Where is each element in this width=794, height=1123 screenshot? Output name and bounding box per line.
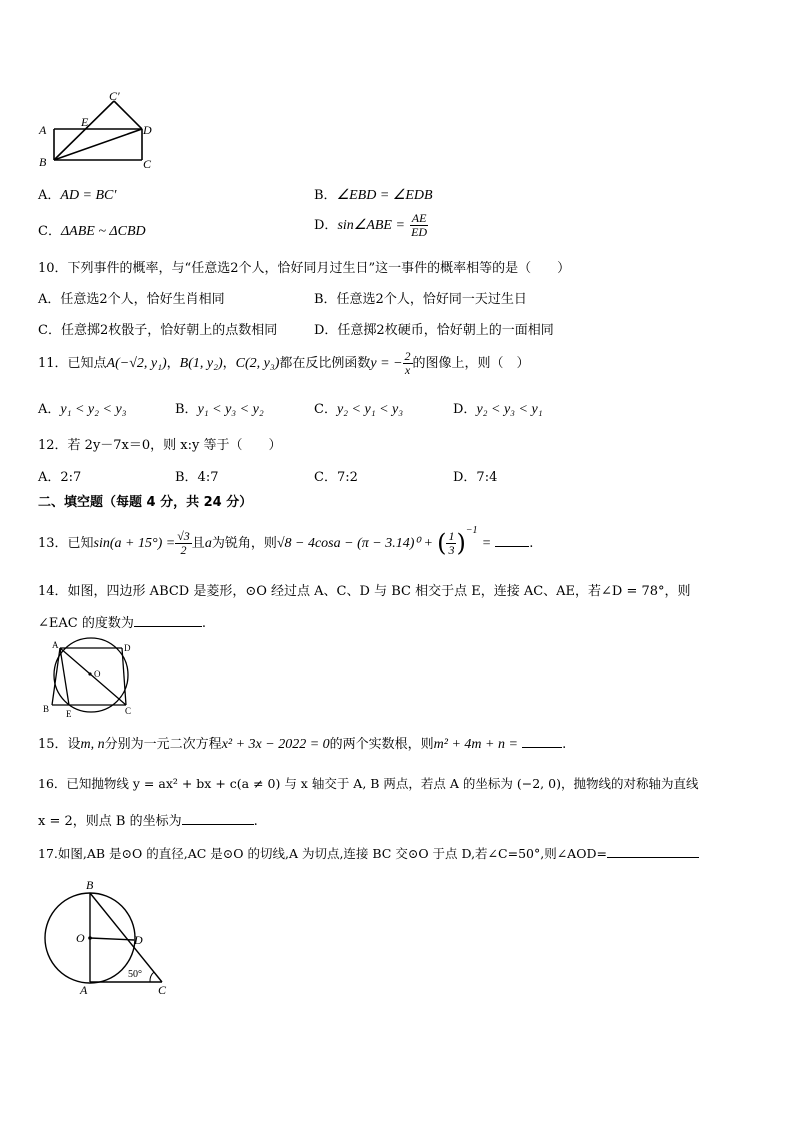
q16-answer-blank[interactable] bbox=[182, 812, 254, 825]
q9-label-a: A bbox=[39, 123, 47, 137]
section-title: 二、填空题（每题 4 分，共 24 分） bbox=[38, 495, 253, 510]
q9-label-e: E bbox=[81, 115, 89, 129]
q17-stem: 17.如图,AB 是⊙O 的直径,AC 是⊙O 的切线,A 为切点,连接 BC 交⊙O 于点 D,若∠C=50°,则∠AOD= bbox=[38, 845, 699, 861]
q10-option-d[interactable]: D．任意掷2枚硬币，恰好朝上的一面相同 bbox=[314, 323, 554, 338]
q12-option-c[interactable]: C．7:2 bbox=[314, 470, 358, 485]
q13-third-fraction: $\frac{1}{3}$ bbox=[448, 528, 455, 557]
q13-answer-blank[interactable] bbox=[495, 534, 529, 547]
q17-figure bbox=[44, 878, 174, 998]
q12-option-d[interactable]: D．7:4 bbox=[453, 470, 498, 485]
q9-figure bbox=[34, 88, 164, 178]
q14-line1: 14．如图，四边形 ABCD 是菱形，⊙O 经过点 A、C、D 与 BC 相交于点 E，连接 AC、AE，若∠D = 78°，则 bbox=[38, 584, 691, 599]
q9-option-b[interactable]: B．∠EBD = ∠EDB bbox=[314, 188, 433, 203]
q14-label-c: C bbox=[125, 706, 132, 716]
q17-answer-blank[interactable] bbox=[607, 845, 699, 858]
q9-option-c[interactable]: C．ΔABE ~ ΔCBD bbox=[38, 224, 146, 239]
q14-line2: ∠EAC 的度数为 . bbox=[38, 616, 206, 631]
q12-option-a[interactable]: A．2:7 bbox=[38, 470, 82, 485]
q10-option-a[interactable]: A．任意选2个人，恰好生肖相同 bbox=[38, 292, 225, 307]
q17-label-d: D bbox=[134, 933, 143, 947]
q11-option-b[interactable]: B．y₁ < y₃ < y₂ bbox=[175, 402, 264, 417]
q11-option-a[interactable]: A．y₁ < y₂ < y₃ bbox=[38, 402, 127, 417]
q12-stem: 12．若 2y－7x＝0，则 x:y 等于（ ） bbox=[38, 438, 282, 453]
q9-option-a[interactable]: A．AD = BC′ bbox=[38, 188, 117, 203]
q11-option-d[interactable]: D．y₂ < y₃ < y₁ bbox=[453, 402, 543, 417]
q14-label-d: D bbox=[124, 643, 131, 653]
q11-option-c[interactable]: C．y₂ < y₁ < y₃ bbox=[314, 402, 404, 417]
q16-line2: x = 2，则点 B 的坐标为 . bbox=[38, 814, 258, 829]
q17-angle-label: 50° bbox=[128, 969, 142, 980]
q15-answer-blank[interactable] bbox=[522, 735, 562, 748]
q10-stem: 10．下列事件的概率，与“任意选2个人，恰好同月过生日”这一事件的概率相等的是（ ） bbox=[38, 261, 571, 276]
q9-label-d: D bbox=[143, 123, 152, 137]
q9-d-fraction: $\frac{AE}{ED}$ bbox=[411, 211, 428, 240]
q17-label-a: A bbox=[80, 983, 88, 997]
q14-label-a: A bbox=[52, 640, 59, 650]
q16-line1: 16．已知抛物线 y = ax² + bx + c(a ≠ 0) 与 x 轴交于 A, B 两点，若点 A 的坐标为 (−2, 0)，抛物线的对称轴为直线 bbox=[38, 776, 699, 791]
q14-label-b: B bbox=[43, 704, 50, 714]
q14-label-o: O bbox=[94, 669, 101, 679]
q10-option-c[interactable]: C．任意掷2枚骰子，恰好朝上的点数相同 bbox=[38, 323, 278, 338]
q14-label-e: E bbox=[66, 709, 72, 719]
q13-sqrt3-fraction: $\frac{√3}{2}$ bbox=[177, 528, 190, 557]
q14-figure bbox=[40, 638, 140, 723]
q14-answer-blank[interactable] bbox=[134, 614, 202, 627]
q9-option-d[interactable]: D．sin∠ABE = $\frac{AE}{ED}$ bbox=[314, 211, 428, 240]
q13-stem: 13．已知sin(a + 15°) = $\frac{√3}{2}$ 且a为锐角，则√8 − 4cosa − (π − 3.14)⁰ + ( $\frac{1}{3}$ )$^{-1}$ = . bbox=[38, 525, 534, 558]
q12-option-b[interactable]: B．4:7 bbox=[175, 470, 219, 485]
q17-label-c: C bbox=[158, 983, 167, 997]
q9-label-b: B bbox=[39, 155, 47, 169]
q15-stem: 15．设m, n分别为一元二次方程x² + 3x − 2022 = 0的两个实数根，则m² + 4m + n = . bbox=[38, 737, 567, 752]
q11-stem: 11．已知点A(−√2, y₁)，B(1, y₂)，C(2, y₃)都在反比例函数y = − $\frac{2}{x}$ 的图像上，则（ ） bbox=[38, 349, 530, 378]
q9-label-cprime: C′ bbox=[109, 89, 120, 103]
q17-label-o: O bbox=[76, 931, 85, 945]
q11-fraction: $\frac{2}{x}$ bbox=[404, 349, 411, 378]
q9-label-c: C bbox=[143, 157, 152, 171]
q17-label-b: B bbox=[86, 878, 94, 892]
q10-option-b[interactable]: B．任意选2个人，恰好同一天过生日 bbox=[314, 292, 527, 307]
